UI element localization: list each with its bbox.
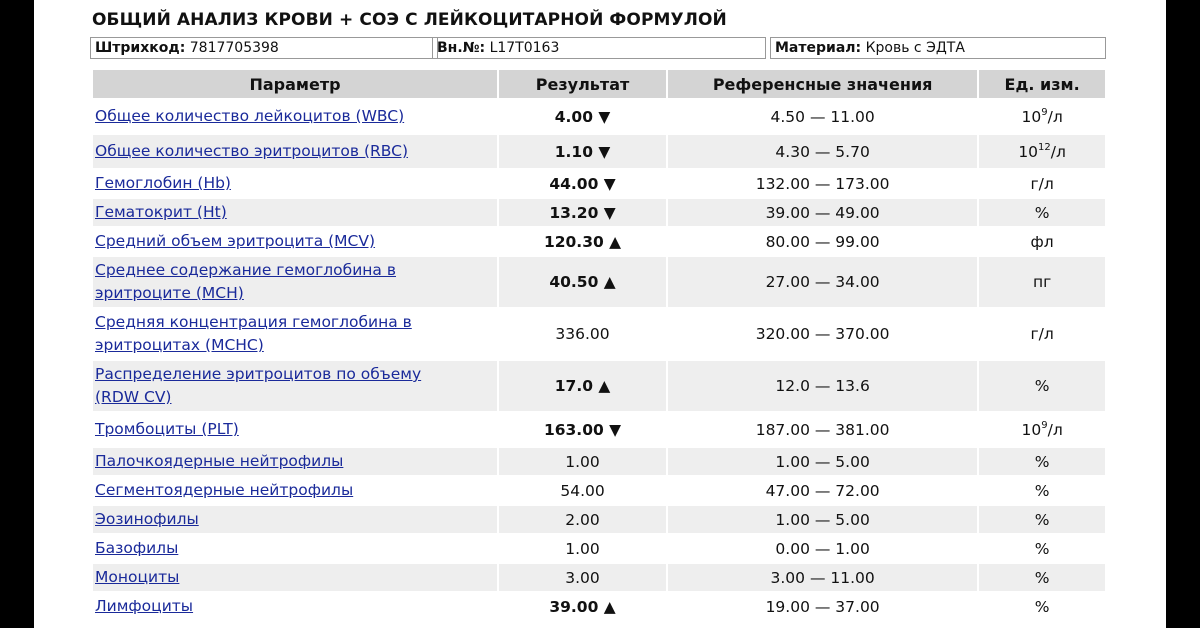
table-row <box>93 506 1105 533</box>
unit-cell: $10^9/л$ <box>1021 106 1063 126</box>
result-value: 54.00 <box>560 481 605 500</box>
param-link-mchc[interactable]: Средняя концентрация гемоглобина в эритроцитах (MCHC) <box>95 313 412 354</box>
unit-cell: фл <box>1030 232 1054 251</box>
table-row <box>93 257 1105 307</box>
param-link-ht[interactable]: Гематокрит (Ht) <box>95 203 227 221</box>
table-row <box>93 361 1105 411</box>
table-row <box>93 593 1105 620</box>
reference-range: 12.0 — 13.6 <box>668 361 977 411</box>
reference-range: 187.00 — 381.00 <box>755 420 890 439</box>
result-value: 1.00 <box>565 539 600 558</box>
table-row <box>93 100 1105 133</box>
table-row <box>93 199 1105 226</box>
table-row <box>93 228 1105 255</box>
internal-number-value: L17T0163 <box>489 40 560 56</box>
result-value: 336.00 <box>555 325 610 343</box>
unit-cell: % <box>979 564 1105 591</box>
table-row <box>93 564 1105 591</box>
unit-cell: $10^9/л$ <box>1021 419 1063 439</box>
unit-cell: пг <box>979 257 1105 307</box>
unit-cell: % <box>1034 481 1050 500</box>
table-row <box>93 448 1105 475</box>
param-link-basophils[interactable]: Базофилы <box>95 539 179 557</box>
result-value: 39.00 ▲ <box>549 597 616 616</box>
param-link-wbc[interactable]: Общее количество лейкоцитов (WBC) <box>95 107 405 125</box>
result-value: 40.50 ▲ <box>499 257 666 307</box>
param-link-hb[interactable]: Гемоглобин (Hb) <box>95 174 231 192</box>
param-link-mch[interactable]: Среднее содержание гемоглобина в эритроците (MCH) <box>95 261 396 302</box>
internal-number-label: Вн.№: <box>437 40 486 56</box>
table-row <box>93 170 1105 197</box>
internal-number-box <box>432 37 766 59</box>
unit-cell: % <box>979 199 1105 226</box>
material-box <box>770 37 1106 59</box>
reference-range: 1.00 — 5.00 <box>668 448 977 475</box>
unit-cell: % <box>1034 597 1050 616</box>
header-result: Результат <box>499 70 666 98</box>
unit-cell: % <box>979 361 1105 411</box>
result-value: 13.20 ▼ <box>499 199 666 226</box>
unit-cell: % <box>979 506 1105 533</box>
reference-range: 47.00 — 72.00 <box>765 481 880 500</box>
result-value: 120.30 ▲ <box>543 232 622 251</box>
reference-range: 1.00 — 5.00 <box>668 506 977 533</box>
unit-cell: г/л <box>1030 325 1054 343</box>
reference-range: 4.30 — 5.70 <box>668 135 977 168</box>
reference-range: 3.00 — 11.00 <box>668 564 977 591</box>
result-value: 4.00 ▼ <box>554 107 611 126</box>
unit-cell: г/л <box>1030 174 1054 193</box>
header-unit: Ед. изм. <box>979 70 1105 98</box>
reference-range: 80.00 — 99.00 <box>765 232 880 251</box>
param-link-rdw[interactable]: Распределение эритроцитов по объему (RDW CV) <box>95 365 422 406</box>
table-row <box>93 535 1105 562</box>
unit-cell: $10^{12}/л$ <box>979 135 1105 168</box>
reference-range: 0.00 — 1.00 <box>775 539 870 558</box>
unit-cell: % <box>1034 539 1050 558</box>
result-value: 2.00 <box>499 506 666 533</box>
param-link-seg-neutrophils[interactable]: Сегментоядерные нейтрофилы <box>95 481 354 499</box>
reference-range: 19.00 — 37.00 <box>765 597 880 616</box>
table-row <box>93 135 1105 168</box>
barcode-label: Штрихкод: <box>95 40 186 56</box>
param-link-mcv[interactable]: Средний объем эритроцита (MCV) <box>95 232 376 250</box>
table-row <box>93 477 1105 504</box>
param-link-plt[interactable]: Тромбоциты (PLT) <box>95 420 239 438</box>
barcode-box <box>90 37 438 59</box>
header-parameter: Параметр <box>93 70 497 98</box>
reference-range: 39.00 — 49.00 <box>668 199 977 226</box>
result-value: 17.0 ▲ <box>499 361 666 411</box>
table-row <box>93 413 1105 446</box>
barcode-value: 7817705398 <box>189 40 279 56</box>
result-value: 1.00 <box>499 448 666 475</box>
param-link-lymphocytes[interactable]: Лимфоциты <box>95 597 194 615</box>
param-link-band-neutrophils[interactable]: Палочкоядерные нейтрофилы <box>95 452 344 470</box>
material-label: Материал: <box>775 40 862 56</box>
reference-range: 320.00 — 370.00 <box>755 325 890 343</box>
unit-cell: % <box>979 448 1105 475</box>
param-link-rbc[interactable]: Общее количество эритроцитов (RBC) <box>95 142 408 160</box>
results-table <box>91 68 1107 622</box>
header-reference: Референсные значения <box>668 70 977 98</box>
table-header-row <box>93 70 1105 98</box>
param-link-monocytes[interactable]: Моноциты <box>95 568 180 586</box>
report-title: ОБЩИЙ АНАЛИЗ КРОВИ + СОЭ С ЛЕЙКОЦИТАРНОЙ ФОРМУЛОЙ <box>92 10 727 30</box>
result-value: 163.00 ▼ <box>543 420 622 439</box>
reference-range: 132.00 — 173.00 <box>755 174 890 193</box>
material-value: Кровь с ЭДТА <box>865 40 965 56</box>
result-value: 1.10 ▼ <box>499 135 666 168</box>
reference-range: 4.50 — 11.00 <box>770 107 875 126</box>
reference-range: 27.00 — 34.00 <box>668 257 977 307</box>
param-link-eosinophils[interactable]: Эозинофилы <box>95 510 199 528</box>
report-page <box>34 0 1166 628</box>
result-value: 3.00 <box>499 564 666 591</box>
result-value: 44.00 ▼ <box>549 174 616 193</box>
table-row <box>93 309 1105 359</box>
